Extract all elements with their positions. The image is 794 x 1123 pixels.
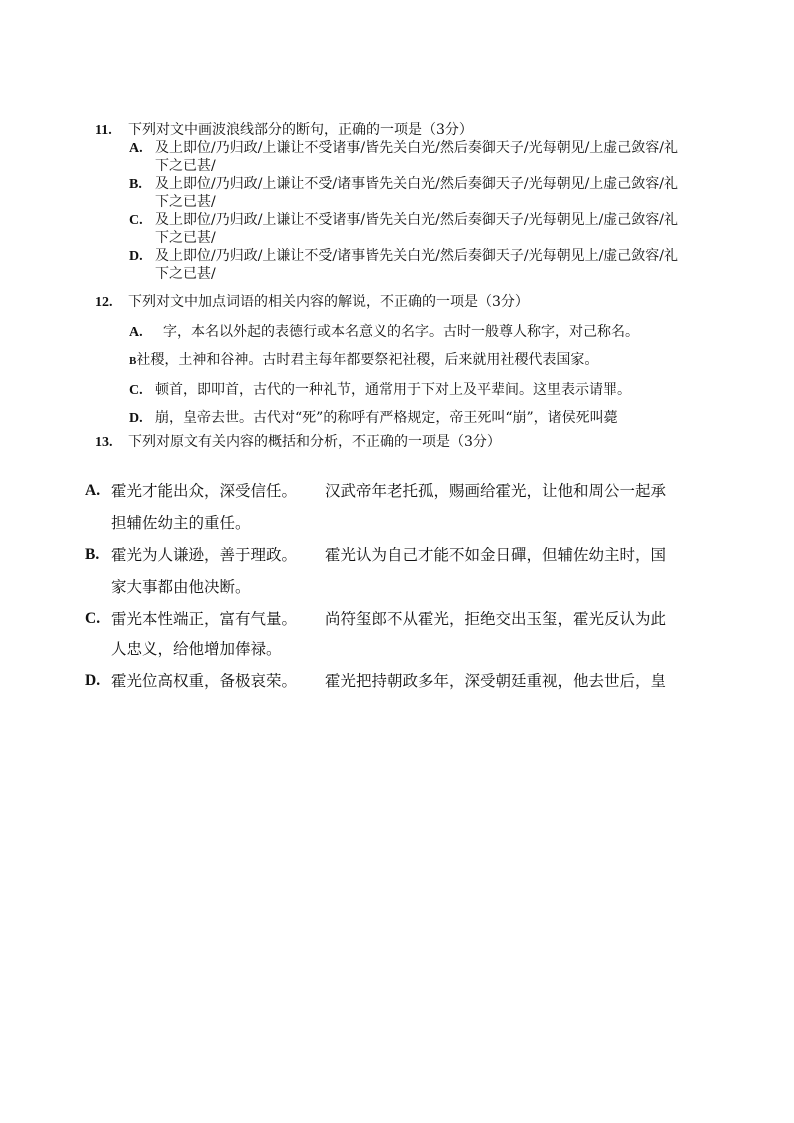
- option-detail: 霍光认为自己才能不如金日磾，但辅佐幼主时，国: [325, 546, 667, 564]
- option-summary: 霍光位高权重，备极哀荣。: [111, 672, 298, 690]
- q12-option-d: [129, 409, 618, 428]
- q11-option-c: [129, 211, 678, 230]
- q11-option-a-cont: 下之已甚/: [155, 158, 216, 174]
- option-detail: 尚符玺郎不从霍光，拒绝交出玉玺，霍光反认为此: [325, 610, 667, 628]
- q12-option-c: [129, 381, 631, 400]
- q13-option-c: [85, 609, 685, 629]
- option-letter: D.: [129, 411, 143, 426]
- option-text: 社稷，土神和谷神。古时君主每年都要祭祀社稷，后来就用社稷代表国家。: [136, 352, 599, 368]
- question-number: 13.: [95, 435, 113, 450]
- question-text: 下列对原文有关内容的概括和分析，不正确的一项是（3分）: [128, 434, 501, 450]
- q11-option-c-cont: 下之已甚/: [155, 230, 216, 246]
- q13-option-b-cont: 家大事都由他决断。: [111, 578, 251, 596]
- option-letter: B.: [129, 177, 142, 192]
- q11-option-a: [129, 139, 678, 158]
- question-11-stem: [95, 121, 473, 140]
- option-letter: D.: [85, 672, 101, 689]
- option-text: 及上即位/乃归政/上谦让不受/诸事皆先关白光/然后奏御天子/光每朝见上/虚己敛容/礼: [155, 248, 679, 264]
- q13-option-d: [85, 671, 685, 691]
- q13-option-a-cont: 担辅佐幼主的重任。: [111, 514, 251, 532]
- option-letter: B: [129, 355, 137, 367]
- question-number: 12.: [95, 295, 113, 310]
- q13-option-c-cont: 人忠义，给他增加俸禄。: [111, 640, 282, 658]
- question-12-stem: [95, 293, 529, 312]
- option-letter: D.: [129, 249, 143, 264]
- question-number: 11.: [95, 123, 112, 138]
- option-text: 崩，皇帝去世。古代对“死”的称呼有严格规定，帝王死叫“崩”，诸侯死叫薨: [155, 410, 618, 426]
- q11-option-b-cont: 下之已甚/: [155, 194, 216, 210]
- q11-option-d-cont: 下之已甚/: [155, 266, 216, 282]
- option-summary: 雷光本性端正，富有气量。: [111, 610, 298, 628]
- q12-option-b: [129, 351, 598, 370]
- option-text: 及上即位/乃归政/上谦让不受诸事/皆先关白光/然后奏御天子/光每朝见上/虚己敛容/礼: [155, 212, 679, 228]
- option-letter: C.: [129, 213, 143, 228]
- option-letter: C.: [85, 610, 101, 627]
- question-text: 下列对文中画波浪线部分的断句，正确的一项是（3分）: [128, 122, 473, 138]
- q11-option-d: [129, 247, 678, 266]
- option-text: 及上即位/乃归政/上谦让不受/诸事皆先关白光/然后奏御天子/光每朝见/上虚己敛容/礼: [155, 176, 679, 192]
- option-letter: A.: [85, 482, 101, 499]
- q12-option-a: [129, 323, 639, 342]
- option-letter: A.: [129, 141, 143, 156]
- option-letter: A.: [129, 325, 143, 340]
- option-text: 字，本名以外起的表德行或本名意义的名字。古时一般尊人称字，对己称名。: [163, 324, 639, 340]
- option-detail: 汉武帝年老托孤，赐画给霍光，让他和周公一起承: [325, 482, 667, 500]
- option-text: 顿首，即叩首，古代的一种礼节，通常用于下对上及平辈间。这里表示请罪。: [155, 382, 631, 398]
- option-summary: 霍光才能出众，深受信任。: [111, 482, 298, 500]
- question-13-stem: [95, 433, 501, 452]
- option-text: 及上即位/乃归政/上谦让不受诸事/皆先关白光/然后奏御天子/光每朝见/上虚己敛容/礼: [155, 140, 679, 156]
- option-summary: 霍光为人谦逊，善于理政。: [111, 546, 298, 564]
- q13-option-a: [85, 481, 685, 501]
- option-letter: C.: [129, 383, 143, 398]
- question-text: 下列对文中加点词语的相关内容的解说，不正确的一项是（3分）: [128, 294, 529, 310]
- q13-option-b: [85, 545, 685, 565]
- option-letter: B.: [85, 546, 100, 563]
- q11-option-b: [129, 175, 678, 194]
- option-detail: 霍光把持朝政多年，深受朝廷重视，他去世后，皇: [325, 672, 667, 690]
